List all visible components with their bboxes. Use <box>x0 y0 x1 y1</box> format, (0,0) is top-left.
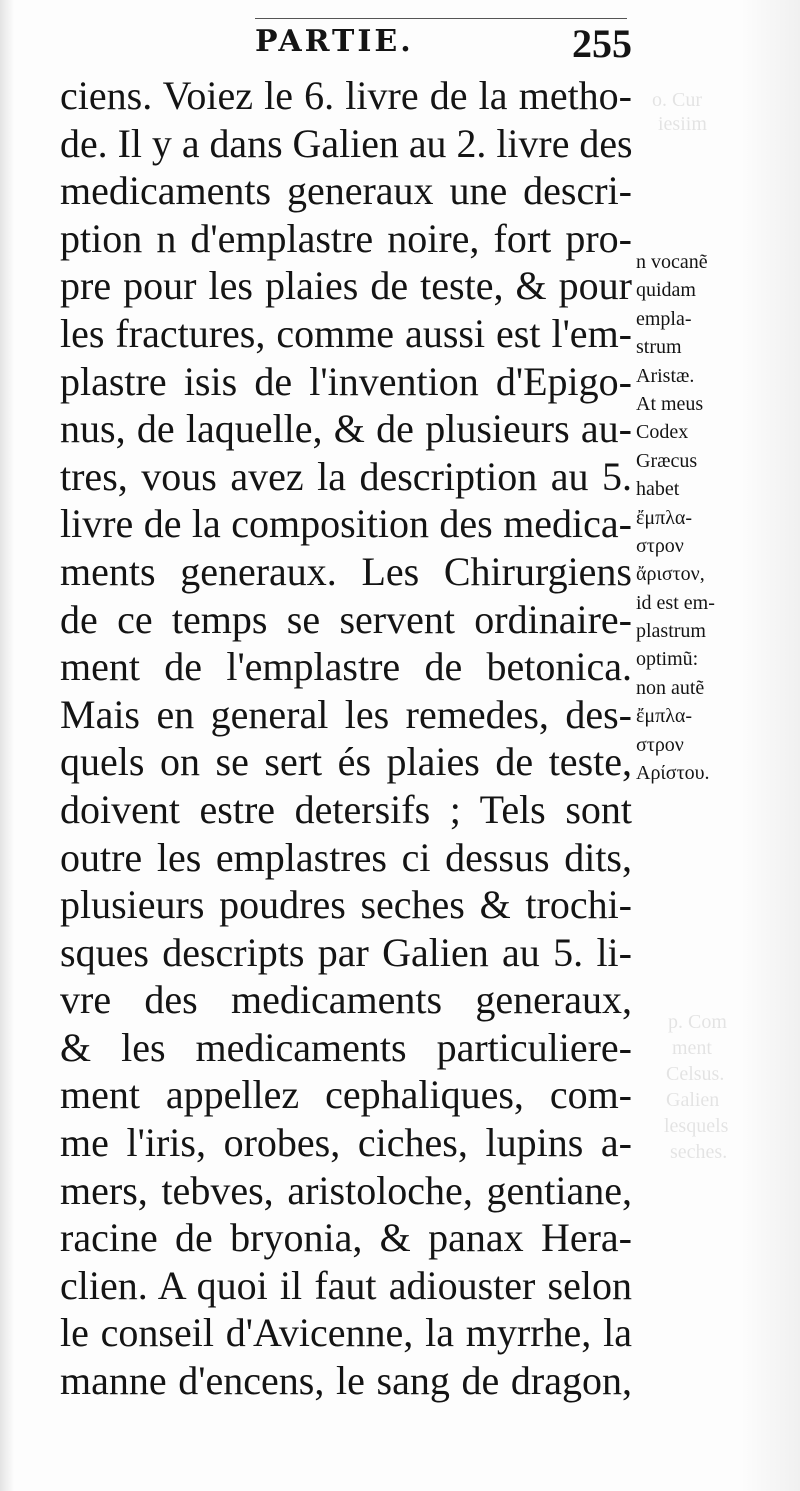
bleed-through-bottom-5: seches. <box>670 1141 728 1163</box>
text-line: ment de l'emplastre de betonica. <box>60 644 632 690</box>
bleed-through-top-1: iesiim <box>658 113 707 135</box>
margin-note-line: Αρίστου. <box>636 762 710 785</box>
margin-note-line: Codex <box>636 421 689 444</box>
margin-note-line: habet <box>636 478 680 501</box>
margin-note-line: quidam <box>636 279 696 302</box>
text-line: me l'iris, orobes, ciches, lupins a- <box>60 1120 632 1166</box>
body-text <box>60 72 632 1405</box>
running-head: PARTIE. <box>255 24 414 59</box>
text-line: manne d'encens, le sang de dragon, <box>60 1358 632 1404</box>
margin-note-line: optimũ: <box>636 648 699 671</box>
text-line: plusieurs poudres seches & trochi- <box>60 882 632 928</box>
margin-note-line: id est em- <box>636 591 715 614</box>
margin-note-line: strum <box>636 336 682 359</box>
text-line: outre les emplastres ci dessus dits, <box>60 834 632 880</box>
text-line: ment appellez cephaliques, com- <box>60 1072 632 1118</box>
text-line: doivent estre detersifs ; Tels sont <box>60 786 632 832</box>
text-line: tres, vous avez la description au 5. <box>60 453 632 499</box>
text-line: clien. A quoi il faut adiouster selon <box>60 1262 632 1308</box>
text-line: de ce temps se servent ordinaire- <box>60 596 632 642</box>
text-line: mers, tebves, aristoloche, gentiane, <box>60 1167 632 1213</box>
margin-note-line: plastrum <box>636 620 706 643</box>
text-line: ciens. Voiez le 6. livre de la metho- <box>60 73 632 118</box>
text-line: nus, de laquelle, & de plusieurs au- <box>60 406 632 452</box>
bleed-through-bottom-1: ment <box>672 1037 712 1059</box>
text-line: pre pour les plaies de teste, & pour <box>60 263 632 309</box>
margin-note-line: στρον <box>636 733 684 756</box>
margin-note-line: Græcus <box>636 449 698 472</box>
text-line: & les medicaments particuliere- <box>60 1024 632 1070</box>
header-rule <box>255 18 627 19</box>
text-line: vre des medicaments generaux, <box>60 977 632 1023</box>
text-line: racine de bryonia, & panax Hera- <box>60 1215 632 1261</box>
text-line: ption n d'emplastre noire, fort pro- <box>60 215 632 261</box>
text-line: quels on se sert és plaies de teste, <box>60 739 632 785</box>
text-line: les fractures, comme aussi est l'em- <box>60 310 632 356</box>
gutter-shadow <box>0 0 14 1491</box>
text-line: ments generaux. Les Chirurgiens <box>60 548 632 594</box>
text-line: Mais en general les remedes, des- <box>60 691 632 737</box>
margin-note-line: empla- <box>636 307 692 330</box>
text-line: livre de la composition des medica- <box>60 501 632 547</box>
bleed-through-top-0: o. Cur <box>652 89 702 111</box>
margin-note <box>636 248 766 787</box>
text-line: de. Il y a dans Galien au 2. livre des <box>60 120 633 166</box>
bleed-through-bottom-2: Celsus. <box>666 1063 725 1085</box>
text-line: medicaments generaux une descri- <box>60 168 632 214</box>
text-line: plastre isis de l'invention d'Epigo- <box>60 358 632 404</box>
margin-note-line: ἔμπλα- <box>636 506 693 529</box>
page-number: 255 <box>572 21 632 66</box>
bleed-through-bottom-0: p. Com <box>668 1011 727 1033</box>
margin-note-line: n vocanẽ <box>636 251 708 273</box>
margin-note-line: non autẽ <box>636 676 705 699</box>
margin-note-line: Aristæ. <box>636 364 695 387</box>
bleed-through-bottom-3: Galien <box>666 1089 720 1111</box>
text-line: sques descripts par Galien au 5. li- <box>60 929 632 975</box>
margin-note-line: ἄριστον, <box>636 563 705 586</box>
margin-note-line: ἔμπλα- <box>636 705 693 728</box>
margin-note-line: At meus <box>636 392 704 415</box>
text-line: le conseil d'Avicenne, la myrrhe, la <box>60 1310 632 1356</box>
bleed-through-bottom-4: lesquels <box>664 1115 729 1137</box>
margin-note-line: στρον <box>636 534 684 557</box>
